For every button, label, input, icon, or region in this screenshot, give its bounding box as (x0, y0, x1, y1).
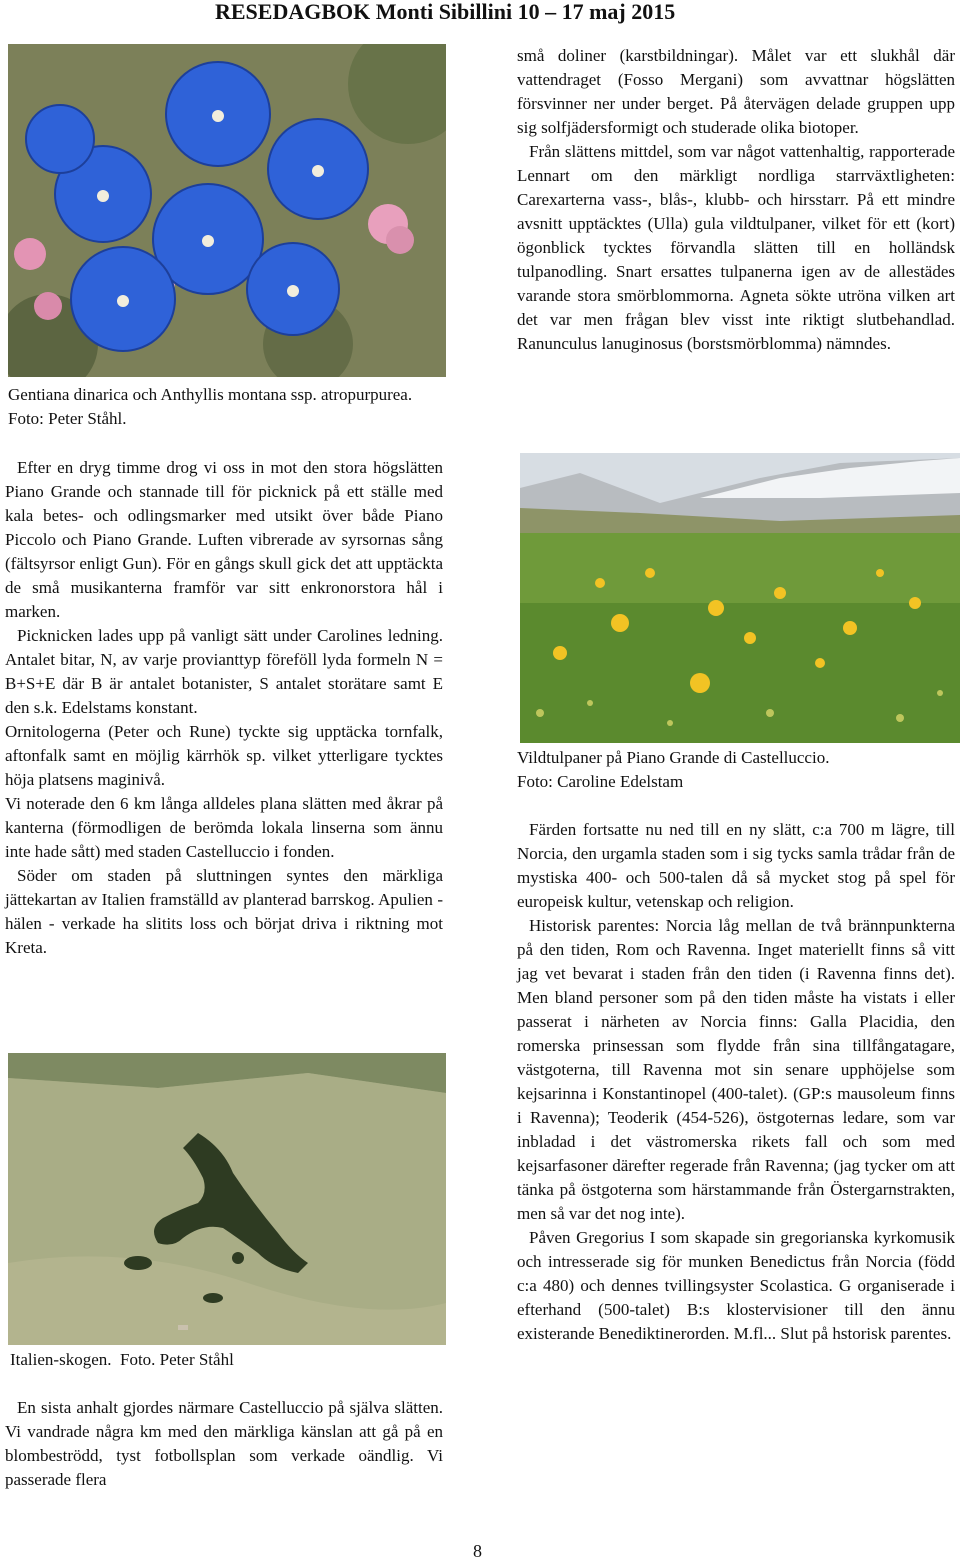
left-bottom-text (5, 1396, 443, 1492)
paragraph: Färden fortsatte nu ned till en ny slätt, c:a 700 m lägre, till Norcia, den urgamla staden som i sig tycks samla trådar från de mystiska 400- och 500-talen då så mycket stog på spel för europeisk kultur, vetenskap och religion. (517, 820, 955, 911)
paragraph: Söder om staden på sluttningen syntes den märkliga jättekartan av Italien framställd av planterad barrskog. Apulien - hälen - verkade ha slitits loss och börjat driva i riktning mot Kreta. (5, 866, 443, 957)
page-header: RESEDAGBOK Monti Sibillini 10 – 17 maj 2015 (215, 0, 676, 24)
italy-forest-photo (8, 1053, 446, 1345)
forest-caption: Italien-skogen. Foto. Peter Ståhl (10, 1350, 234, 1369)
left-mid-text (5, 456, 443, 960)
paragraph: En sista anhalt gjordes närmare Castelluccio på själva slätten. Vi vandrade några km med den märkliga känslan att gå på en blombeströdd, tyst fotbollsplan som verkade oändlig. Vi passerade flera (5, 1398, 443, 1489)
paragraph: Efter en dryg timme drog vi oss in mot den stora högslätten Piano Grande och stannade till för picknick på ett ställe med kala betes- och odlingsmarker med utsikt över både Piano Piccolo och Piano Grande. Luften vibrerade av syrsornas sång (fältsyrsor enligt Gun). För en gångs skull gick det att upptäckta de små musikanterna framför var sitt enkronorstora hål i marken. (5, 458, 443, 621)
paragraph: Vi noterade den 6 km långa alldeles plana slätten med åkrar på kanterna (förmodligen de berömda lokala linserna som ännu inte hade sått) med staden Castelluccio i fonden. (5, 794, 443, 861)
paragraph: Ornitologerna (Peter och Rune) tyckte sig upptäcka tornfalk, aftonfalk samt en möjlig kärrhök sp. vilket ytterligare tycktes höja platsens maginivå. (5, 722, 443, 789)
tulips-caption (517, 746, 955, 794)
page-number: 8 (473, 1541, 482, 1561)
paragraph: Picknicken lades upp på vanligt sätt under Carolines ledning. Antalet bitar, N, av varje provianttyp föreföll lyda formeln N = B+S+E där B är antalet botanister, S antalet storätare samt E den s.k. Edelstams konstant. (5, 626, 443, 717)
gentiana-photo (8, 44, 446, 377)
paragraph: Historisk parentes: Norcia låg mellan de två brännpunkterna på den tiden, Rom och Ravenna. Inget materiellt finns så vitt jag vet bevarat i staden från den tiden (i Ravenna finns det). Men bland personer som på den tiden måste ha vistats i eller passerat i närheten av Norcia finns: Galla Placidia, den romerska prinsessan som flydde från sina tillfångatagare, västgoterna, till Ravenna mot sin senare upphöjelse som kejsarinna i Konstantinopel (400-talet). (GP:s mausoleum finns i Ravenna); Teoderik (454-526), östgoternas ledare, som var inbladad i det västromerska rikets fall och som med kejsarfasoner därefter regerade från Ravenna; (jag tycker om att tänka på östgoterna som härstammande från Östergarnstrakten, men så var det nog inte). (517, 916, 955, 1223)
right-bottom-text (517, 818, 955, 1346)
paragraph: små doliner (karstbildningar). Målet var ett slukhål där vattendraget (Fosso Mergani) som avvattnar högslätten försvinner ner under berget. På återvägen delade gruppen upp sig solfjädersformigt och studerade olika biotoper. (517, 46, 955, 137)
gentiana-caption: Gentiana dinarica och Anthyllis montana ssp. atropurpurea. Foto: Peter Ståhl. (8, 385, 413, 428)
caption-line: Foto: Caroline Edelstam (517, 772, 684, 791)
paragraph: Påven Gregorius I som skapade sin gregorianska kyrkomusik och intresserade sig för munken Benedictus från Norcia (född c:a 480) och dennes tvillingsyster Scolastica. G organiserade i efterhand (500-talet) B:s klostervisioner till den ännu existerande Benediktinerorden. M.fl... Slut på hstorisk parentes. (517, 1228, 955, 1343)
tulips-photo (520, 453, 960, 743)
paragraph: Från slättens mittdel, som var något vattenhaltig, rapporterade Lennart om den märkligt nordliga starrväxtligheten: Carexarterna vass-, blås-, klubb- och hirsstarr. På ett mindre avsnitt upptäcktes (Ulla) gula vildtulpaner, vilket för ett (kort) ögonblick tycktes förvandla slätten till en holländsk tulpanodling. Snart ersattes tulpanerna igen av de allestädes varande stora smörblommorna. Agneta sökte utröna vilken art det var men frågan blev visst inte riktigt slutbehandlad. Ranunculus lanuginosus (borstsmörblomma) nämndes. (517, 142, 955, 353)
caption-line: Vildtulpaner på Piano Grande di Castelluccio. (517, 748, 830, 767)
right-top-text (517, 44, 955, 356)
